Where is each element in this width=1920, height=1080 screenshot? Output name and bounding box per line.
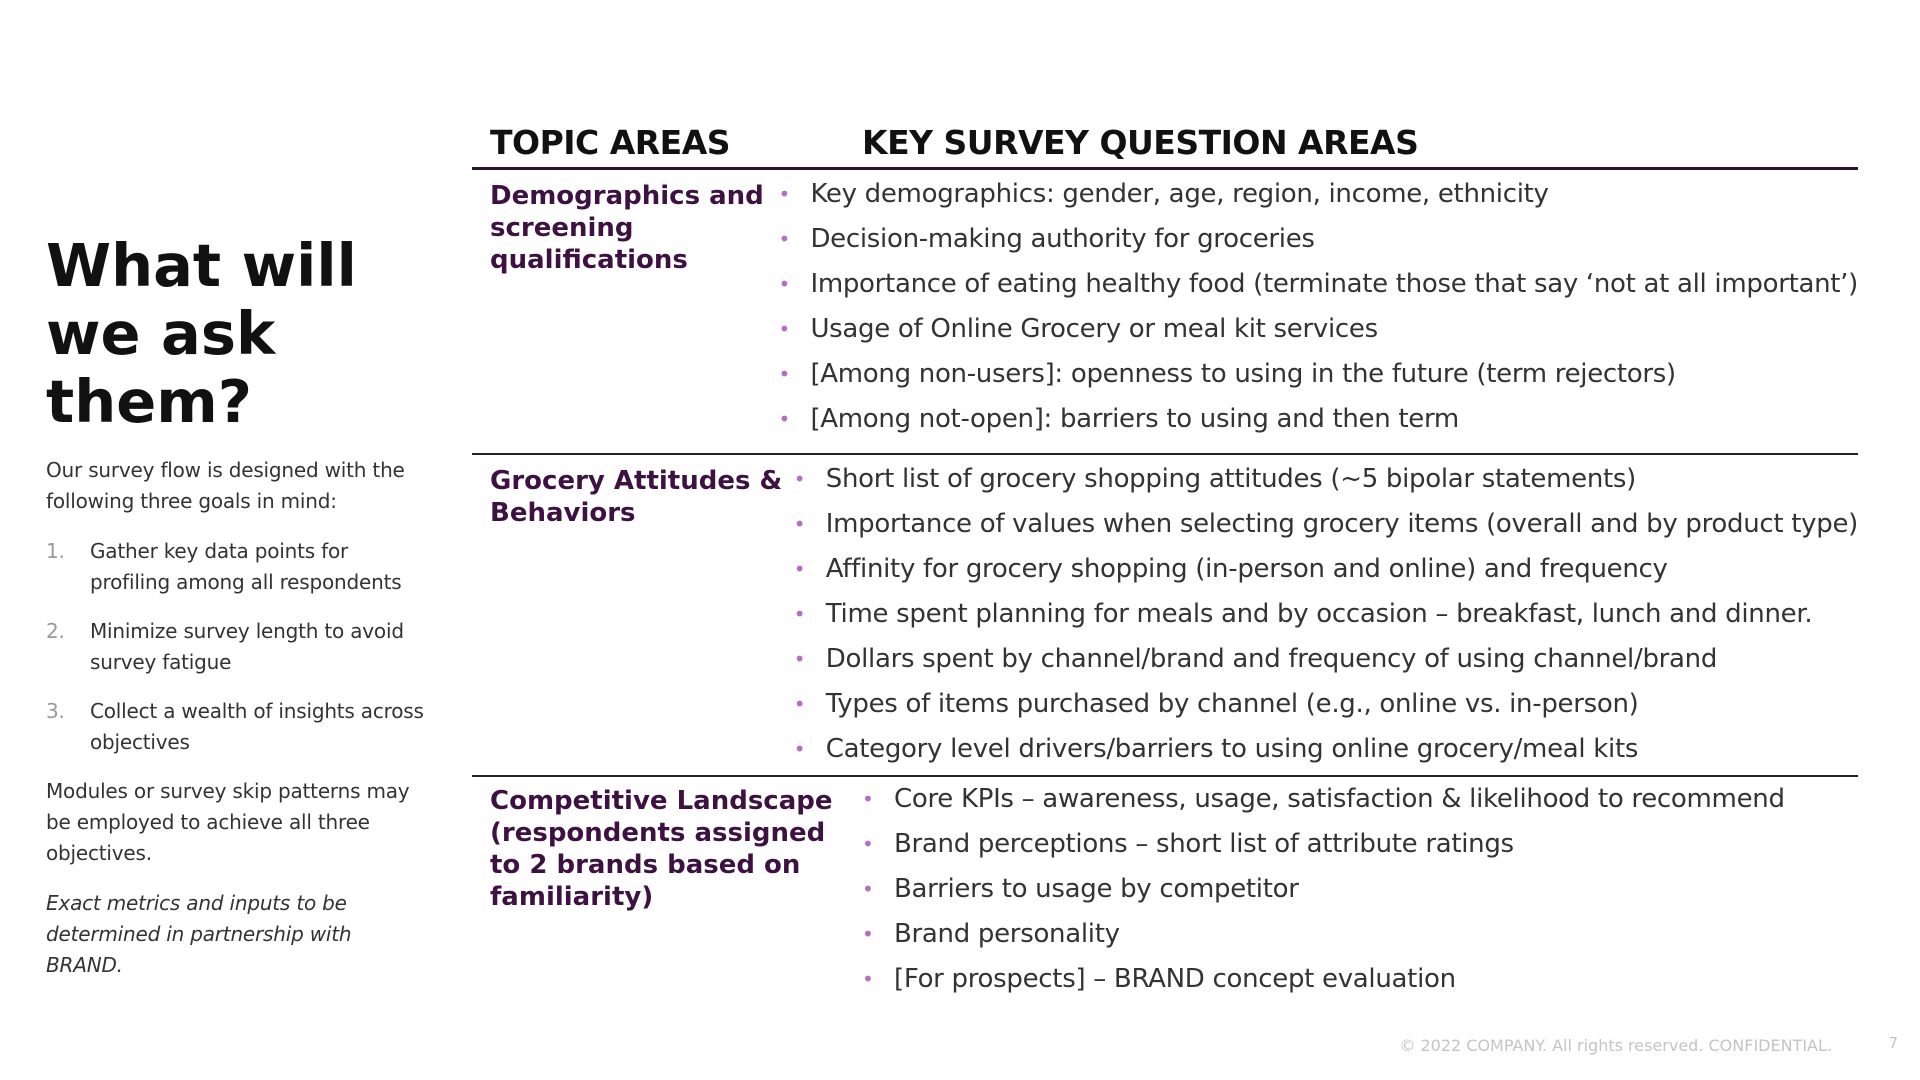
- bullet-icon: •: [778, 227, 790, 251]
- topic-label: Grocery Attitudes & Behaviors: [490, 466, 783, 528]
- question-text: Short list of grocery shopping attitudes (~5 bipolar statements): [825, 464, 1637, 494]
- question-text: Time spent planning for meals and by occasion – breakfast, lunch and dinner.: [825, 599, 1813, 629]
- bullet-icon: •: [862, 877, 874, 901]
- question-text: [For prospects] – BRAND concept evaluation: [894, 964, 1456, 994]
- bullet-icon: •: [862, 832, 874, 856]
- question-item: [794, 682, 1858, 727]
- bullet-icon: •: [793, 692, 806, 716]
- question-text: Usage of Online Grocery or meal kit services: [810, 314, 1378, 344]
- intro-lead: Our survey flow is designed with the following three goals in mind:: [46, 458, 405, 513]
- bullet-icon: •: [778, 272, 790, 296]
- goal-number: 1.: [46, 539, 65, 563]
- question-item: [778, 172, 1858, 217]
- question-text: Decision-making authority for groceries: [810, 224, 1315, 254]
- question-item: [862, 867, 1858, 912]
- question-text: Category level drivers/barriers to using online grocery/meal kits: [825, 734, 1639, 764]
- modules-text: Modules or survey skip patterns may be employed to achieve all three objectives.: [46, 779, 410, 865]
- question-item: [778, 397, 1858, 442]
- question-text: Key demographics: gender, age, region, income, ethnicity: [810, 179, 1549, 209]
- slide-title: What will we ask them?: [46, 231, 357, 436]
- survey-topics-table: [472, 118, 1858, 1017]
- goals-list: [46, 536, 431, 758]
- question-text: Core KPIs – awareness, usage, satisfaction & likelihood to recommend: [894, 784, 1785, 814]
- bullet-icon: •: [793, 602, 806, 626]
- question-item: [794, 547, 1858, 592]
- bullet-icon: •: [778, 407, 790, 431]
- bullet-icon: •: [862, 787, 874, 811]
- question-item: [778, 217, 1858, 262]
- question-text: Importance of eating healthy food (terminate those that say ‘not at all important’): [810, 269, 1858, 299]
- question-item: [794, 502, 1858, 547]
- question-text: [Among non-users]: openness to using in the future (term rejectors): [810, 359, 1676, 389]
- bullet-icon: •: [778, 182, 790, 206]
- bullet-icon: •: [862, 967, 874, 991]
- question-item: [794, 457, 1858, 502]
- copyright-footer: © 2022 COMPANY. All rights reserved. CONFIDENTIAL.: [1399, 1036, 1832, 1055]
- question-item: [862, 777, 1858, 822]
- goal-item: [46, 696, 431, 758]
- topic-label: Demographics and screening qualifications: [490, 181, 764, 275]
- bullet-icon: •: [793, 512, 806, 536]
- goal-number: 2.: [46, 619, 65, 643]
- question-item: [794, 637, 1858, 682]
- table-row-grocery-attitudes: [472, 455, 1858, 777]
- goal-item: [46, 536, 431, 598]
- question-text: Affinity for grocery shopping (in-person and online) and frequency: [825, 554, 1668, 584]
- goal-text: Gather key data points for profiling among all respondents: [90, 539, 402, 594]
- question-text: Brand perceptions – short list of attribute ratings: [894, 829, 1514, 859]
- question-text: Dollars spent by channel/brand and frequency of using channel/brand: [825, 644, 1718, 674]
- question-text: Barriers to usage by competitor: [894, 874, 1299, 904]
- question-text: [Among not-open]: barriers to using and then term: [810, 404, 1459, 434]
- question-text: Importance of values when selecting grocery items (overall and by product type): [825, 509, 1858, 539]
- question-list: [778, 172, 1858, 453]
- question-item: [794, 727, 1858, 772]
- page-number: 7: [1888, 1034, 1898, 1052]
- topic-label: Competitive Landscape (respondents assigned to 2 brands based on familiarity): [490, 786, 833, 912]
- header-key-question-areas: KEY SURVEY QUESTION AREAS: [862, 123, 1419, 162]
- goal-item: [46, 616, 431, 678]
- intro-text-block: [46, 455, 431, 1000]
- bullet-icon: •: [862, 922, 874, 946]
- header-topic-areas: TOPIC AREAS: [490, 123, 731, 162]
- bullet-icon: •: [793, 737, 806, 761]
- bullet-icon: •: [778, 317, 790, 341]
- question-list: [862, 777, 1858, 1017]
- question-item: [778, 352, 1858, 397]
- goal-text: Collect a wealth of insights across objectives: [90, 699, 424, 754]
- bullet-icon: •: [793, 647, 806, 671]
- table-row-demographics: [472, 170, 1858, 455]
- goal-text: Minimize survey length to avoid survey fatigue: [90, 619, 404, 674]
- question-item: [778, 307, 1858, 352]
- question-item: [862, 912, 1858, 957]
- goal-number: 3.: [46, 699, 65, 723]
- bullet-icon: •: [778, 362, 790, 386]
- question-item: [794, 592, 1858, 637]
- table-row-competitive-landscape: [472, 777, 1858, 1017]
- question-item: [778, 262, 1858, 307]
- question-item: [862, 822, 1858, 867]
- bullet-icon: •: [793, 467, 806, 491]
- question-text: Brand personality: [894, 919, 1120, 949]
- question-list: [794, 457, 1858, 775]
- table-header: [472, 118, 1858, 170]
- bullet-icon: •: [793, 557, 806, 581]
- partnership-note: Exact metrics and inputs to be determined in partnership with BRAND.: [46, 891, 352, 977]
- question-text: Types of items purchased by channel (e.g., online vs. in-person): [825, 689, 1639, 719]
- question-item: [862, 957, 1858, 1002]
